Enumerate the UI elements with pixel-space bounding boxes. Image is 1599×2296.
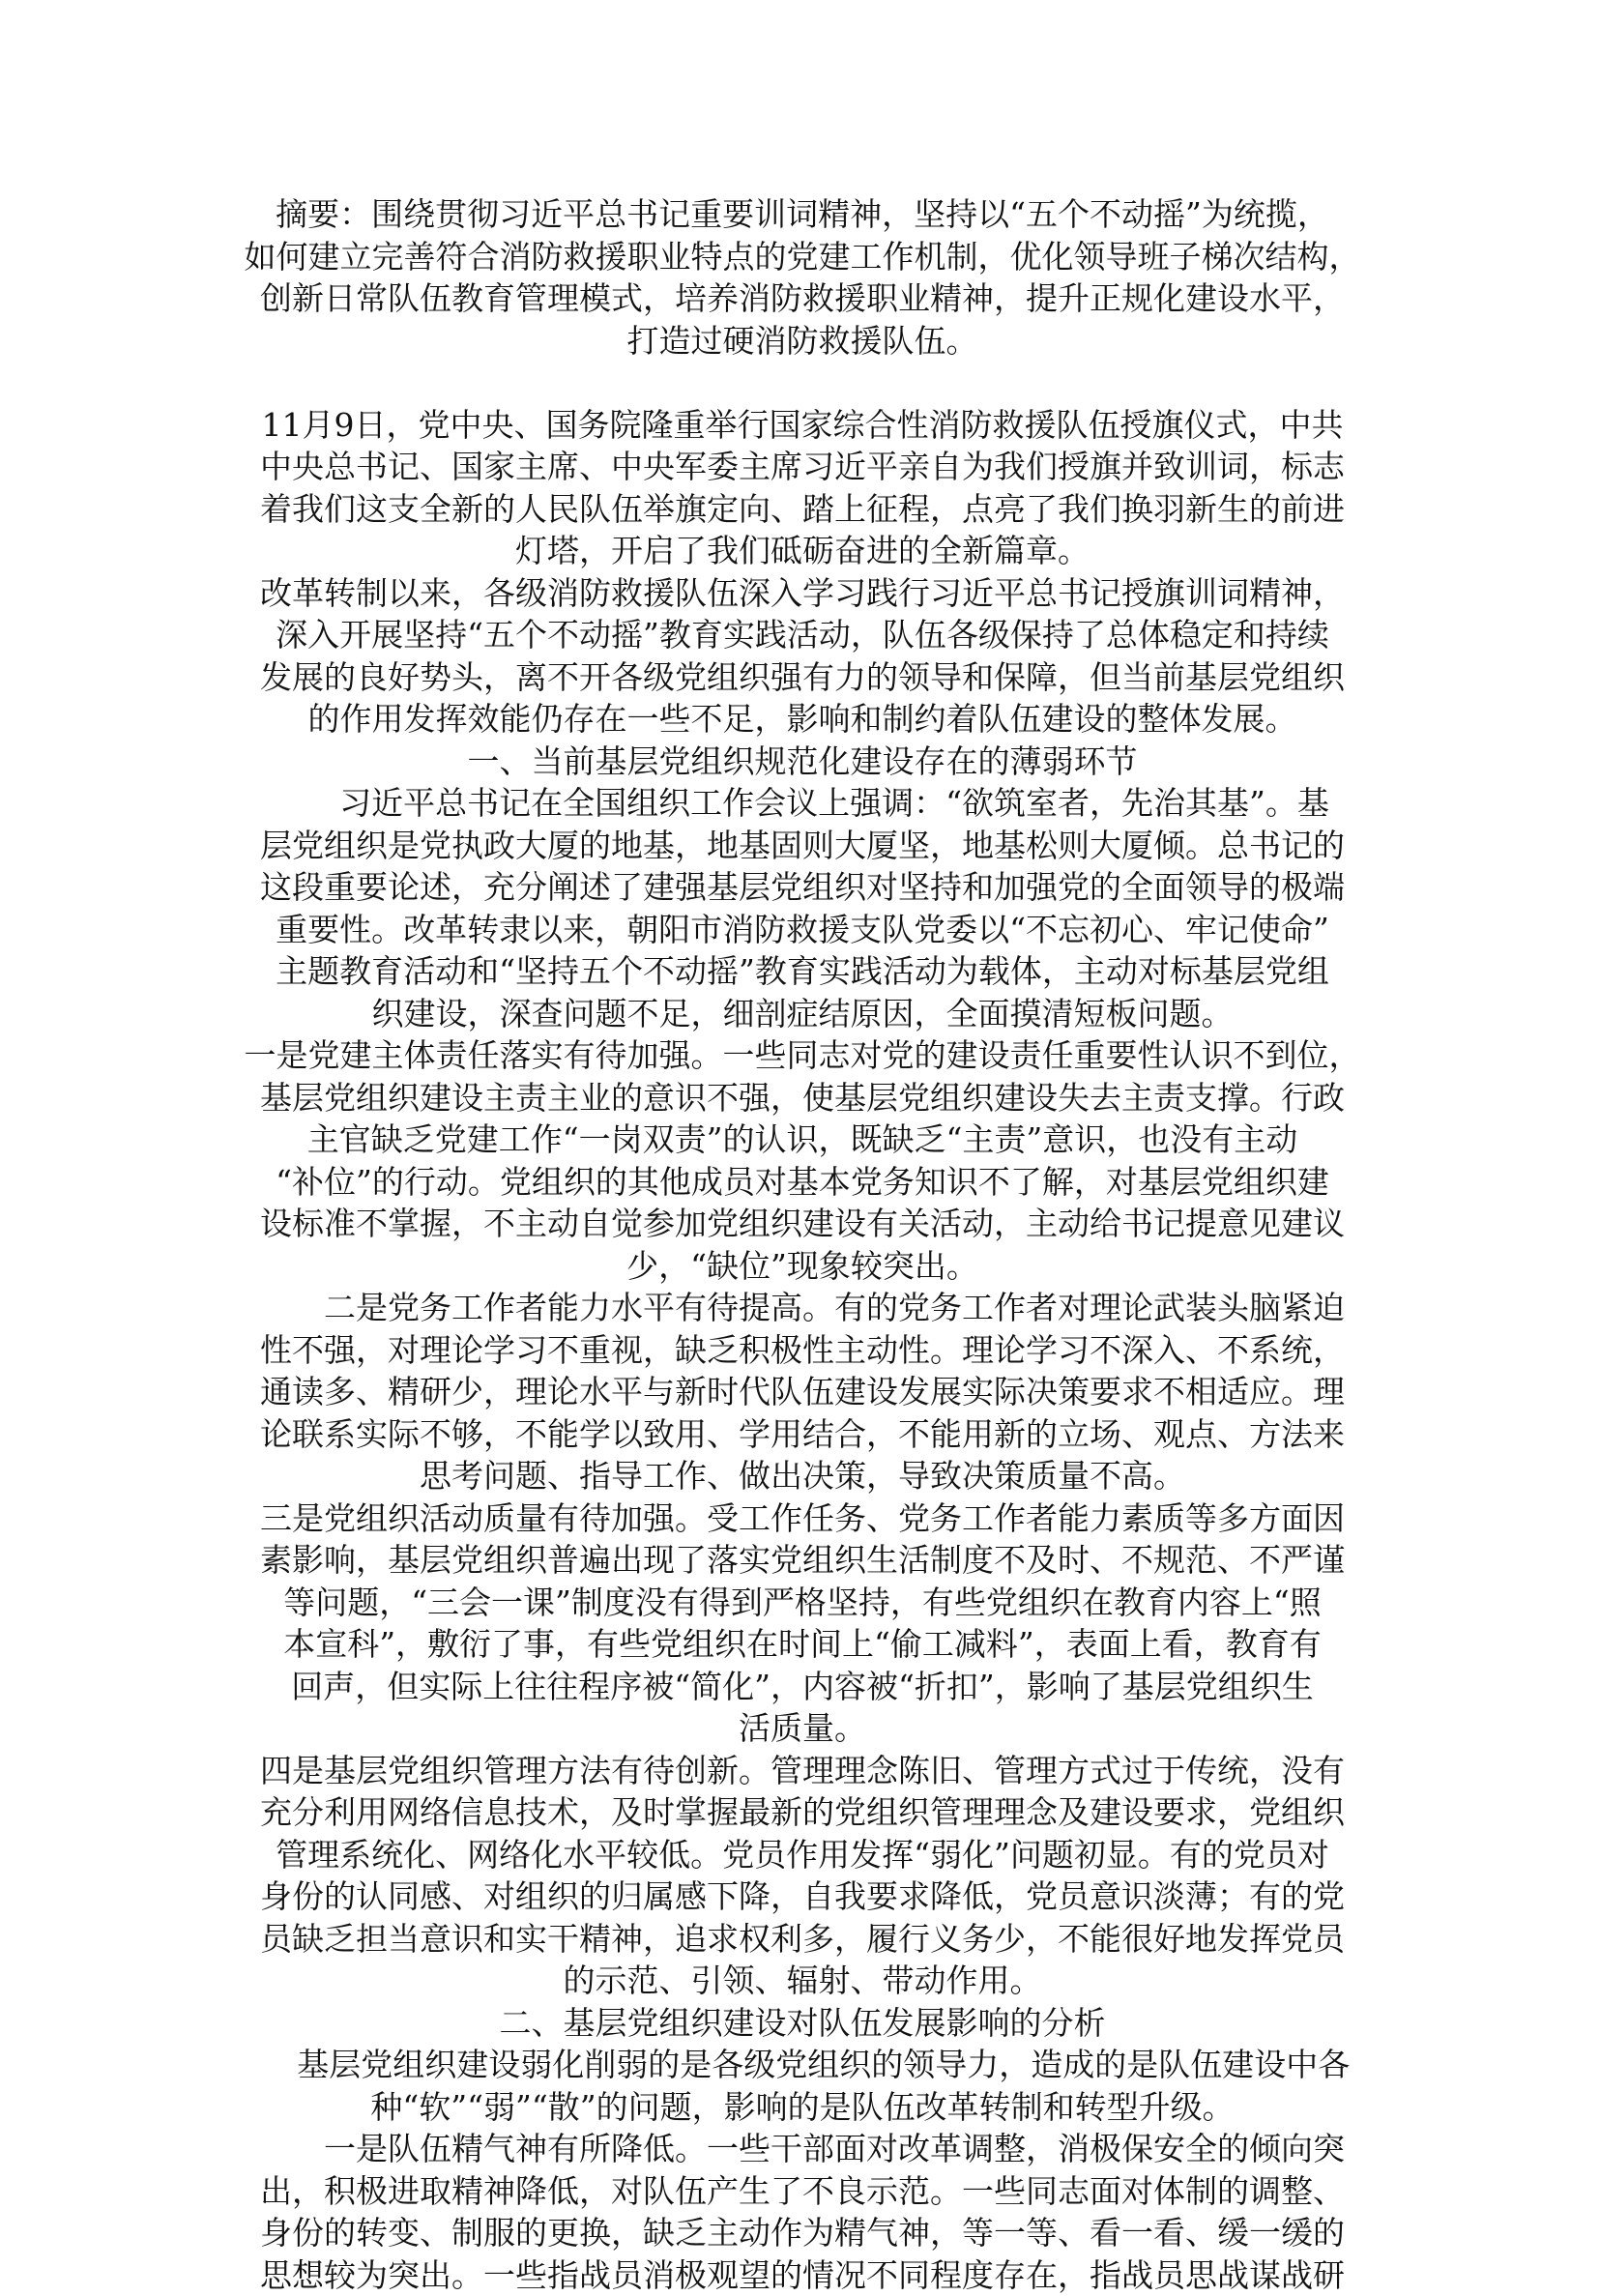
text-line: 深入开展坚持“五个不动摇”教育实践活动，队伍各级保持了总体稳定和持续 [208, 614, 1397, 656]
text-line: 本宣科”，敷衍了事，有些党组织在时间上“偷工减料”，表面上看，教育有 [208, 1623, 1397, 1666]
text-line: 这段重要论述，充分阐述了建强基层党组织对坚持和加强党的全面领导的极端 [208, 866, 1397, 909]
text-line: 种“软”“弱”“散”的问题，影响的是队伍改革转制和转型升级。 [208, 2086, 1397, 2129]
text-line: “补位”的行动。党组织的其他成员对基本党务知识不了解，对基层党组织建 [208, 1161, 1397, 1204]
text-line: 一是党建主体责任落实有待加强。一些同志对党的建设责任重要性认识不到位， [208, 1034, 1397, 1077]
text-line: 思考问题、指导工作、做出决策，导致决策质量不高。 [208, 1455, 1397, 1497]
text-line: 四是基层党组织管理方法有待创新。管理理念陈旧、管理方式过于传统，没有 [208, 1750, 1397, 1792]
text-line: 等问题，“三会一课”制度没有得到严格坚持，有些党组织在教育内容上“照 [208, 1582, 1397, 1624]
text-line: 少，“缺位”现象较突出。 [208, 1245, 1397, 1288]
text-line: 基层党组织建设主责主业的意识不强，使基层党组织建设失去主责支撑。行政 [208, 1077, 1397, 1119]
text-line: 11月9日，党中央、国务院隆重举行国家综合性消防救援队伍授旗仪式，中共 [208, 404, 1397, 447]
text-line: 素影响，基层党组织普遍出现了落实党组织生活制度不及时、不规范、不严谨 [208, 1539, 1397, 1582]
text-line: 发展的良好势头，离不开各级党组织强有力的领导和保障，但当前基层党组织 [208, 656, 1397, 699]
text-line: 回声，但实际上往往程序被“简化”，内容被“折扣”，影响了基层党组织生 [208, 1666, 1397, 1708]
text-line: 思想较为突出。一些指战员消极观望的情况不同程度存在，指战员思战谋战研 [208, 2254, 1397, 2296]
text-line: 层党组织是党执政大厦的地基，地基固则大厦坚，地基松则大厦倾。总书记的 [208, 825, 1397, 867]
text-line: 一、当前基层党组织规范化建设存在的薄弱环节 [208, 741, 1397, 783]
text-line: 创新日常队伍教育管理模式，培养消防救援职业精神，提升正规化建设水平， [208, 277, 1397, 320]
text-line: 一是队伍精气神有所降低。一些干部面对改革调整，消极保安全的倾向突 [208, 2128, 1397, 2170]
text-line: 摘要：围绕贯彻习近平总书记重要训词精神，坚持以“五个不动摇”为统揽， [208, 193, 1397, 236]
text-line: 打造过硬消防救援队伍。 [208, 320, 1397, 363]
text-line: 的示范、引领、辐射、带动作用。 [208, 1960, 1397, 2002]
text-line: 基层党组织建设弱化削弱的是各级党组织的领导力，造成的是队伍建设中各 [208, 2044, 1397, 2086]
text-line: 身份的认同感、对组织的归属感下降，自我要求降低，党员意识淡薄；有的党 [208, 1875, 1397, 1918]
text-line: 管理系统化、网络化水平较低。党员作用发挥“弱化”问题初显。有的党员对 [208, 1834, 1397, 1876]
text-line: 重要性。改革转隶以来，朝阳市消防救援支队党委以“不忘初心、牢记使命” [208, 909, 1397, 951]
text-line: 通读多、精研少，理论水平与新时代队伍建设发展实际决策要求不相适应。理 [208, 1371, 1397, 1413]
text-line: 织建设，深查问题不足，细剖症结原因，全面摸清短板问题。 [208, 993, 1397, 1035]
text-line: 中央总书记、国家主席、中央军委主席习近平亲自为我们授旗并致训词，标志 [208, 446, 1397, 488]
text-line: 的作用发挥效能仍存在一些不足，影响和制约着队伍建设的整体发展。 [208, 698, 1397, 741]
text-line: 设标准不掌握，不主动自觉参加党组织建设有关活动，主动给书记提意见建议 [208, 1203, 1397, 1245]
text-line: 二、基层党组织建设对队伍发展影响的分析 [208, 2002, 1397, 2045]
text-line: 论联系实际不够，不能学以致用、学用结合，不能用新的立场、观点、方法来 [208, 1413, 1397, 1456]
text-line: 身份的转变、制服的更换，缺乏主动作为精气神，等一等、看一看、缓一缓的 [208, 2212, 1397, 2254]
text-line: 三是党组织活动质量有待加强。受工作任务、党务工作者能力素质等多方面因 [208, 1497, 1397, 1540]
text-line: 充分利用网络信息技术，及时掌握最新的党组织管理理念及建设要求，党组织 [208, 1791, 1397, 1834]
text-line: 活质量。 [208, 1707, 1397, 1750]
text-line: 出，积极进取精神降低，对队伍产生了不良示范。一些同志面对体制的调整、 [208, 2170, 1397, 2213]
text-line: 灯塔，开启了我们砥砺奋进的全新篇章。 [208, 530, 1397, 572]
text-line: 主官缺乏党建工作“一岗双责”的认识，既缺乏“主责”意识，也没有主动 [208, 1119, 1397, 1161]
text-line: 二是党务工作者能力水平有待提高。有的党务工作者对理论武装头脑紧迫 [208, 1287, 1397, 1329]
text-line: 着我们这支全新的人民队伍举旗定向、踏上征程，点亮了我们换羽新生的前进 [208, 488, 1397, 531]
text-line: 改革转制以来，各级消防救援队伍深入学习践行习近平总书记授旗训词精神， [208, 572, 1397, 615]
text-line: 主题教育活动和“坚持五个不动摇”教育实践活动为载体，主动对标基层党组 [208, 950, 1397, 993]
document-body [208, 193, 1397, 2296]
text-line: 习近平总书记在全国组织工作会议上强调：“欲筑室者，先治其基”。基 [208, 782, 1397, 825]
blank-line [208, 362, 1397, 404]
text-line: 员缺乏担当意识和实干精神，追求权利多，履行义务少，不能很好地发挥党员 [208, 1918, 1397, 1961]
text-line: 性不强，对理论学习不重视，缺乏积极性主动性。理论学习不深入、不系统， [208, 1329, 1397, 1372]
text-line: 如何建立完善符合消防救援职业特点的党建工作机制，优化领导班子梯次结构， [208, 236, 1397, 278]
